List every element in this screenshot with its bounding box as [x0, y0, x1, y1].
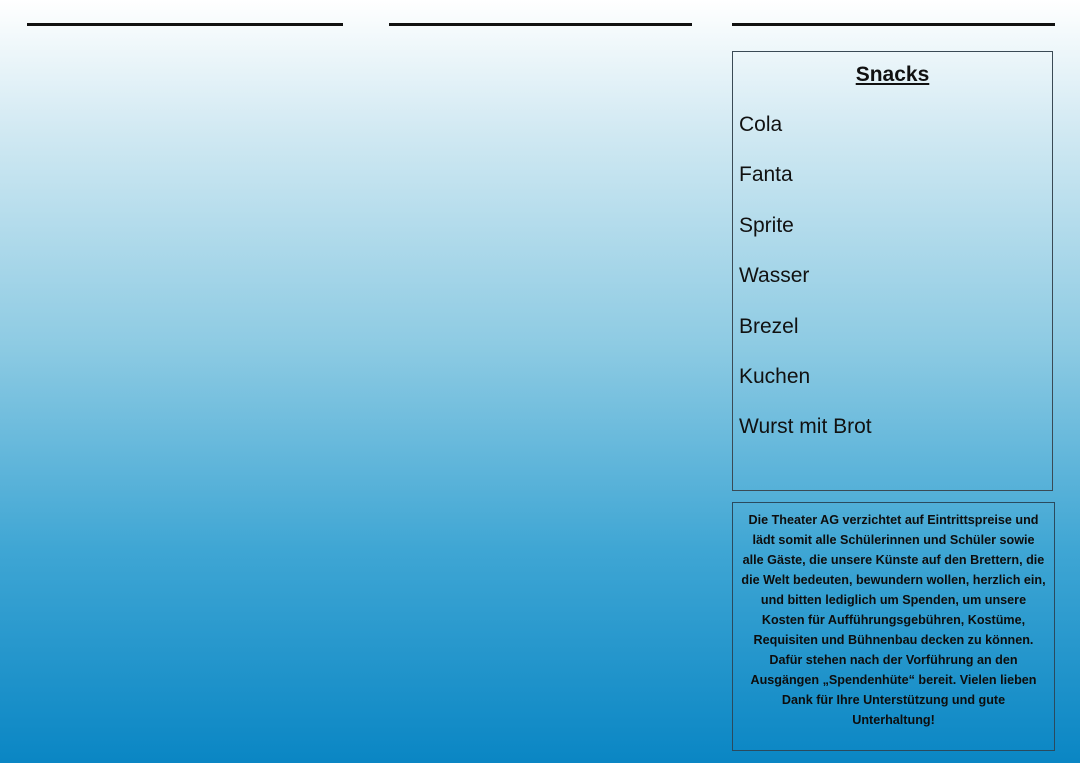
panel-divider-middle — [389, 23, 692, 26]
panel-divider-left — [27, 23, 343, 26]
snack-item-sprite: Sprite — [739, 213, 794, 237]
snack-item-wasser: Wasser — [739, 264, 810, 288]
snack-item-kuchen: Kuchen — [739, 364, 811, 388]
panel-divider-right — [732, 23, 1055, 26]
donation-info-box — [732, 502, 1055, 751]
snacks-menu-box — [732, 51, 1053, 491]
snack-item-cola: Cola — [739, 113, 783, 136]
snack-item-brezel: Brezel — [739, 314, 799, 338]
snack-item-wurst-mit-brot: Wurst mit Brot — [739, 415, 872, 439]
snacks-title: Snacks — [855, 63, 930, 86]
donation-info-text: Die Theater AG verzichtet auf Eintrittspreise und lädt somit alle Schülerinnen und Schüler sowie alle Gäste, die unsere Künste auf den Brettern, die die Welt bedeuten, bewundern wollen, herzlich ein, und bitten lediglich um Spenden, um unsere Kosten für Aufführungsgebühren, Kostüme, Requisiten und Bühnenbau decken zu können. Dafür stehen nach der Vorführung an den Ausgängen „Spendenhüte“ bereit. Vielen lieben Dank für Ihre Unterstützung und gute Unterhaltung! — [741, 513, 1046, 727]
snacks-list — [739, 112, 872, 465]
snack-item-fanta: Fanta — [739, 163, 793, 187]
